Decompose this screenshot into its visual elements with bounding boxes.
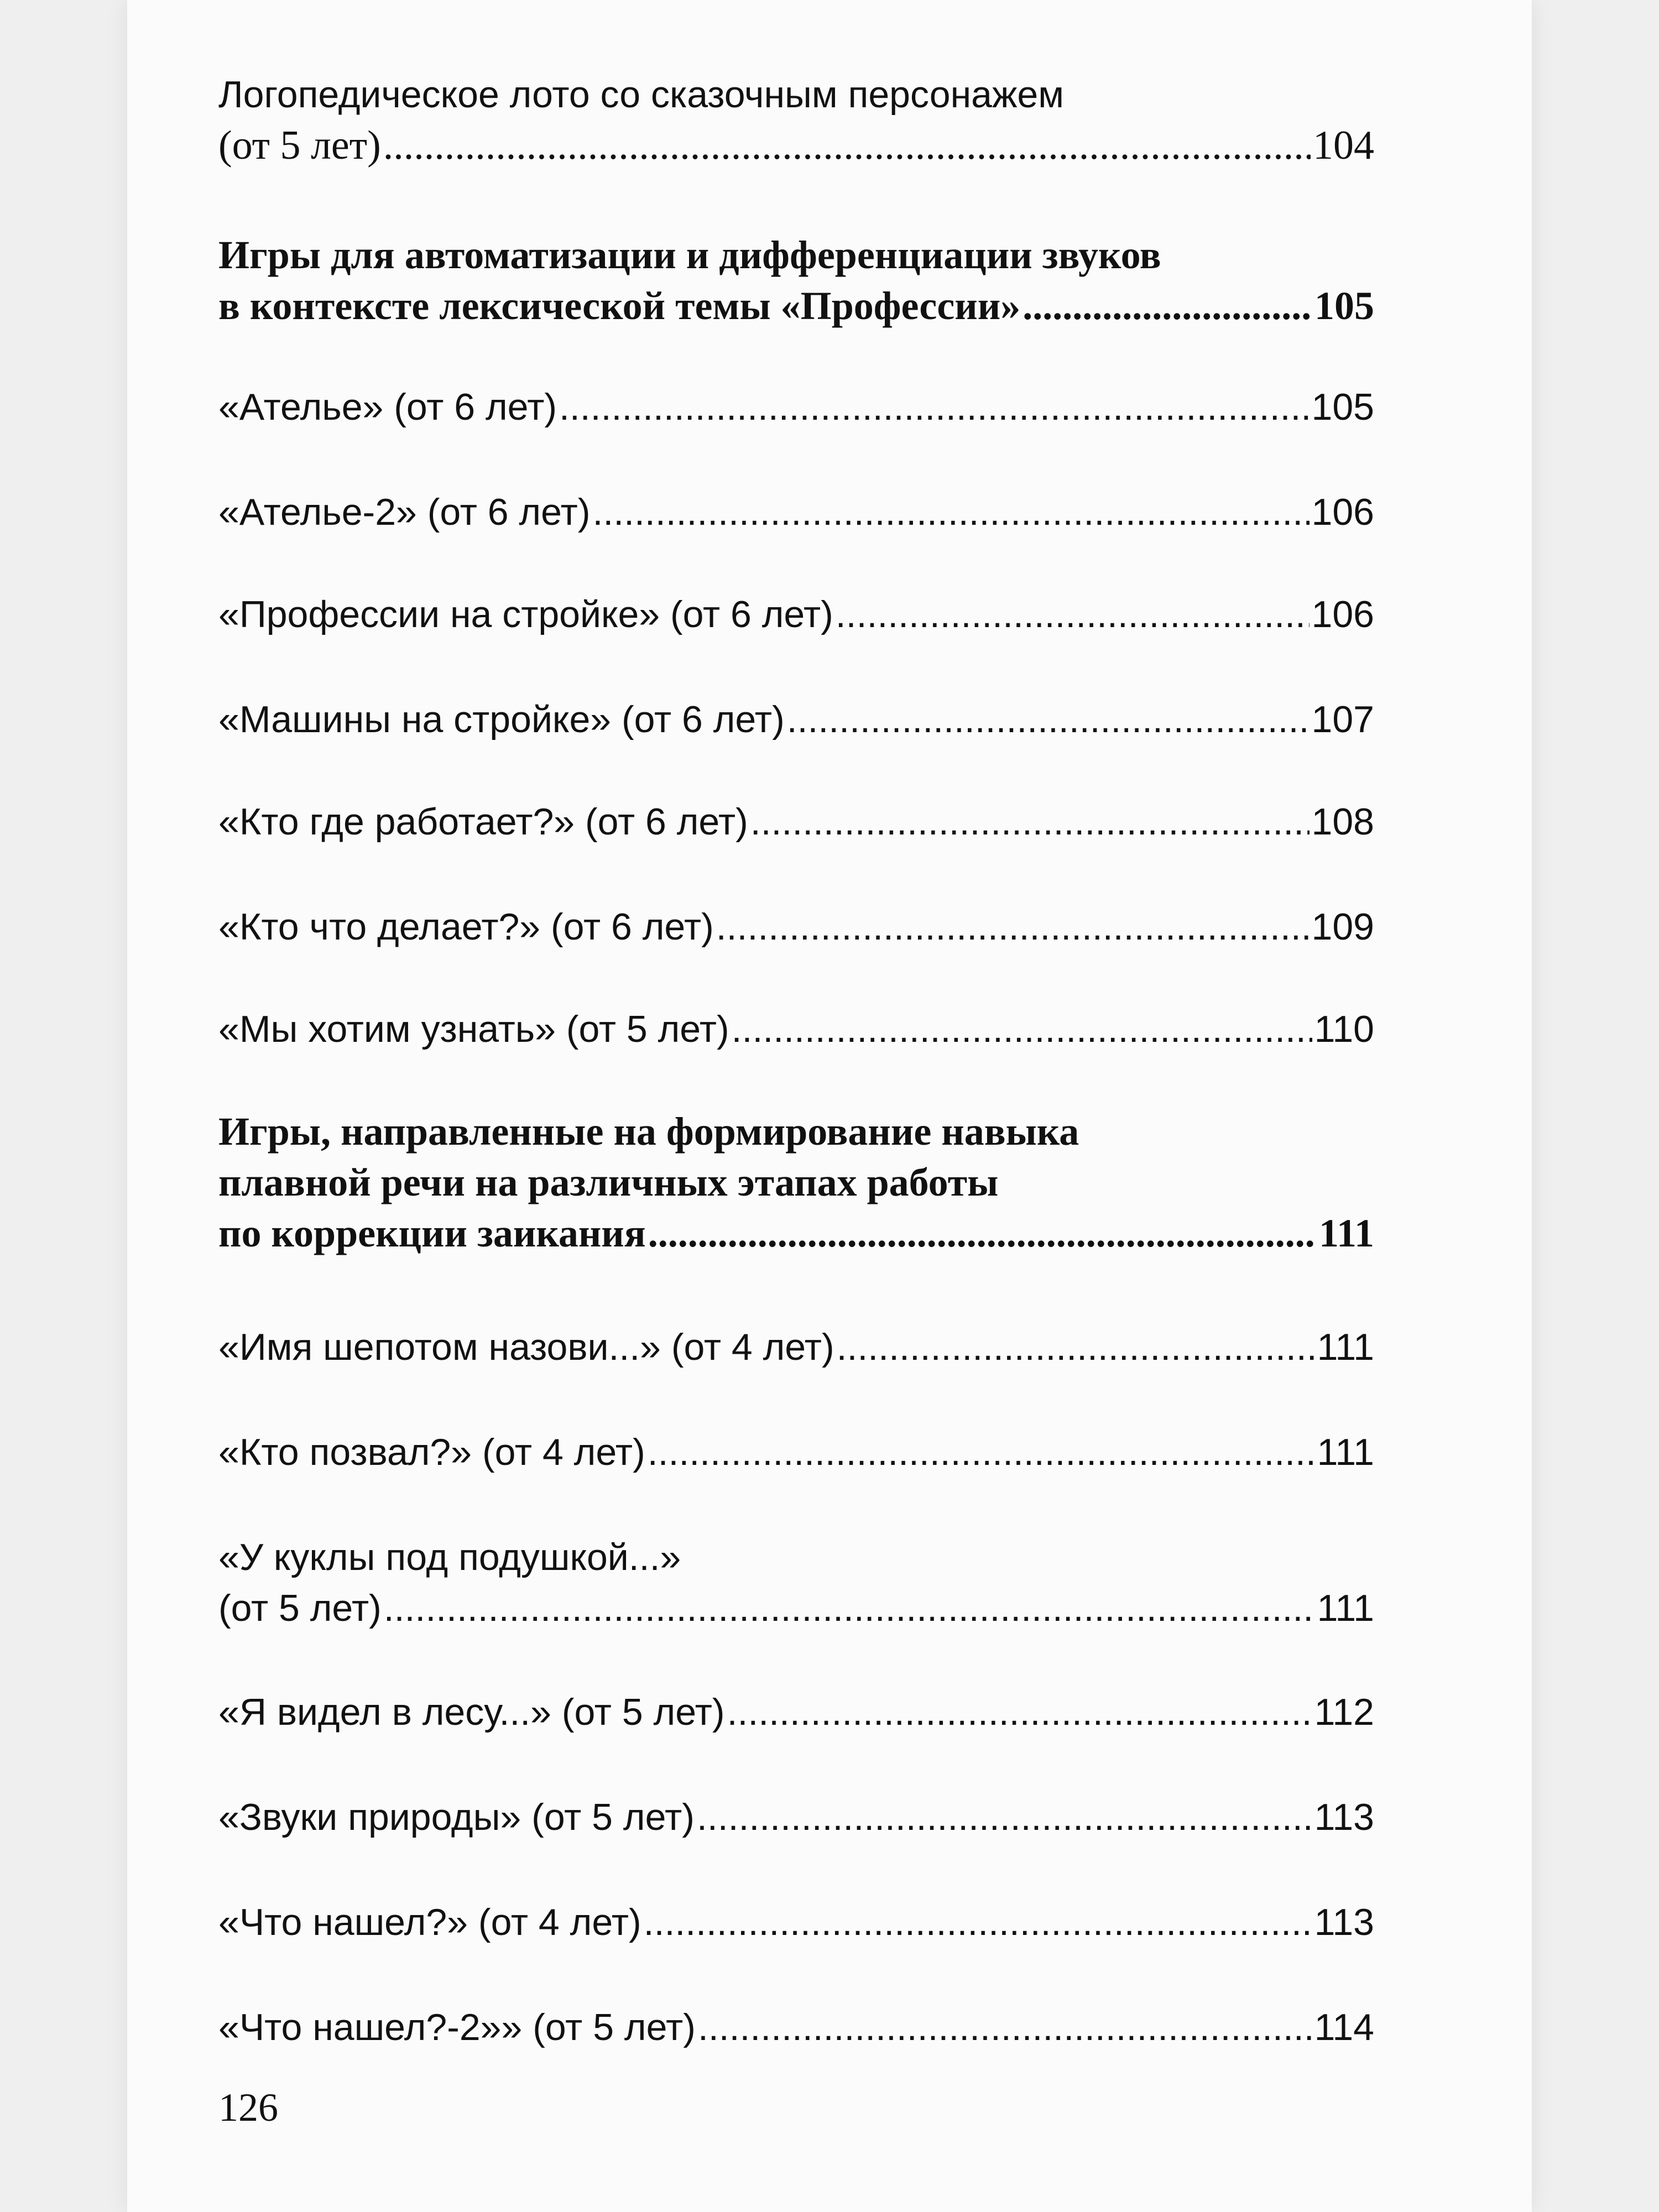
toc-entry-row xyxy=(218,796,1374,847)
toc-entry-page: 104 xyxy=(1313,123,1374,168)
toc-entry[interactable] xyxy=(218,1687,1374,1738)
toc-entry[interactable] xyxy=(218,1004,1374,1055)
toc-entry[interactable] xyxy=(218,1532,1374,1634)
toc-entry-page: 111 xyxy=(1317,1431,1374,1473)
toc-entry-row xyxy=(218,487,1374,538)
toc-entry-row xyxy=(218,1427,1374,1478)
toc-entry-row xyxy=(218,694,1374,745)
dot-leader xyxy=(559,382,1310,432)
toc-entry[interactable] xyxy=(218,229,1374,331)
toc-entry[interactable] xyxy=(218,1106,1374,1259)
dot-leader xyxy=(697,1792,1312,1843)
toc-entry[interactable] xyxy=(218,487,1374,538)
toc-entry-row xyxy=(218,1897,1374,1948)
toc-entry-page: 113 xyxy=(1314,1901,1374,1943)
toc-entry-title: «Машины на стройке» (от 6 лет) xyxy=(218,698,785,740)
page-number: 126 xyxy=(218,2085,278,2130)
dot-leader xyxy=(648,1208,1317,1259)
toc-entry-title: «Звуки природы» (от 5 лет) xyxy=(218,1796,695,1838)
toc-entry-page: 111 xyxy=(1318,1211,1374,1255)
toc-entry[interactable] xyxy=(218,1897,1374,1948)
toc-entry[interactable] xyxy=(218,589,1374,640)
toc-entry-title: «Что нашел?» (от 4 лет) xyxy=(218,1901,641,1943)
dot-leader xyxy=(732,1004,1312,1055)
toc-entry-row xyxy=(218,2002,1374,2053)
toc-entry-page: 109 xyxy=(1311,906,1374,948)
toc-entry-row xyxy=(218,1208,1374,1259)
toc-entry-title: «Профессии на стройке» (от 6 лет) xyxy=(218,593,833,635)
dot-leader xyxy=(836,589,1310,640)
toc-entry-title: «Что нашел?-2»» (от 5 лет) xyxy=(218,2006,696,2048)
toc-entry[interactable] xyxy=(218,796,1374,847)
toc-entry-row xyxy=(218,901,1374,952)
toc-entry-title-line: Логопедическое лото со сказочным персонажем xyxy=(218,74,1065,116)
toc-entry-page: 111 xyxy=(1317,1587,1374,1629)
toc-entry-page: 107 xyxy=(1311,698,1374,740)
toc-entry-page: 105 xyxy=(1311,386,1374,428)
toc-entry-row xyxy=(218,1687,1374,1738)
toc-entry-page: 106 xyxy=(1311,593,1374,635)
toc-entry-row xyxy=(218,1004,1374,1055)
dot-leader xyxy=(648,1427,1315,1478)
toc-entry-row xyxy=(218,1583,1374,1634)
toc-entry-title-line: Игры для автоматизации и дифференциации звуков xyxy=(218,233,1161,277)
toc-entry-title: «Кто позвал?» (от 4 лет) xyxy=(218,1431,645,1473)
toc-entry[interactable] xyxy=(218,694,1374,745)
toc-entry-page: 110 xyxy=(1314,1008,1374,1050)
dot-leader xyxy=(837,1322,1315,1373)
dot-leader xyxy=(716,901,1310,952)
toc-entry-title: «Кто что делает?» (от 6 лет) xyxy=(218,906,714,948)
dot-leader xyxy=(698,2002,1312,2053)
toc-entry-row xyxy=(218,589,1374,640)
toc-entry-row xyxy=(218,120,1374,171)
toc-entry[interactable] xyxy=(218,1792,1374,1843)
toc-entry-title: «Мы хотим узнать» (от 5 лет) xyxy=(218,1008,729,1050)
dot-leader xyxy=(644,1897,1312,1948)
toc-entry-page: 111 xyxy=(1317,1326,1374,1368)
toc-entry[interactable] xyxy=(218,382,1374,432)
toc-entry-title: (от 5 лет) xyxy=(218,1587,382,1629)
toc-entry-title: по коррекции заикания xyxy=(218,1211,646,1255)
toc-entry-title-line: плавной речи на различных этапах работы xyxy=(218,1160,999,1204)
dot-leader xyxy=(1022,280,1312,331)
dot-leader xyxy=(787,694,1310,745)
dot-leader xyxy=(384,1583,1315,1634)
toc-entry-title: «Ателье-2» (от 6 лет) xyxy=(218,491,591,533)
toc-entry[interactable] xyxy=(218,2002,1374,2053)
toc-entry[interactable] xyxy=(218,69,1374,171)
toc-entry-title: (от 5 лет) xyxy=(218,123,381,168)
dot-leader xyxy=(727,1687,1312,1738)
toc-entry-title-line: «У куклы под подушкой...» xyxy=(218,1536,681,1578)
toc-entry-row xyxy=(218,382,1374,432)
toc-entry[interactable] xyxy=(218,1427,1374,1478)
toc-entry-title: «Я видел в лесу...» (от 5 лет) xyxy=(218,1691,725,1733)
toc-entry-title: «Кто где работает?» (от 6 лет) xyxy=(218,801,748,843)
dot-leader xyxy=(750,796,1310,847)
toc-entry-page: 112 xyxy=(1314,1691,1374,1733)
toc-entry-row xyxy=(218,280,1374,331)
toc-entry-row xyxy=(218,1322,1374,1373)
dot-leader xyxy=(383,120,1311,171)
toc-entry-page: 114 xyxy=(1314,2006,1374,2048)
toc-entry-title: «Ателье» (от 6 лет) xyxy=(218,386,557,428)
toc-entry-page: 108 xyxy=(1311,801,1374,843)
toc-entry-title: в контексте лексической темы «Профессии» xyxy=(218,284,1021,328)
toc-entry[interactable] xyxy=(218,901,1374,952)
toc-entry-page: 113 xyxy=(1314,1796,1374,1838)
toc-entry-title-line: Игры, направленные на формирование навыка xyxy=(218,1109,1079,1154)
toc-entry[interactable] xyxy=(218,1322,1374,1373)
toc-entry-title: «Имя шепотом назови...» (от 4 лет) xyxy=(218,1326,834,1368)
dot-leader xyxy=(592,487,1309,538)
toc-entry-page: 106 xyxy=(1311,491,1374,533)
toc-entry-row xyxy=(218,1792,1374,1843)
toc-entry-page: 105 xyxy=(1314,284,1374,328)
